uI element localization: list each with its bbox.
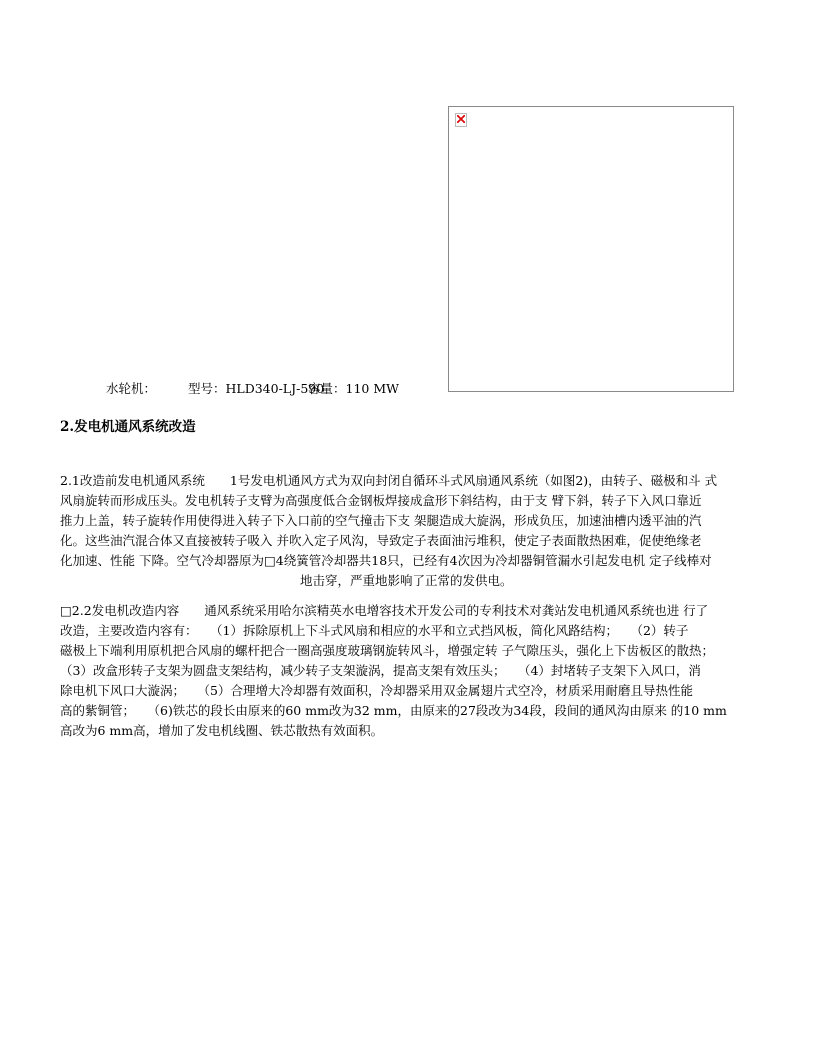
turbine-model: 型号：HLD340-LJ-590	[188, 381, 325, 396]
paragraph-line: 磁极上下端利用原机把合风扇的螺杆把合一圈高强度玻璃钢旋转风斗，增强定转 子气隙压头，强化上下齿板区的散热；	[60, 643, 714, 658]
paragraph-line: 2.1改造前发电机通风系统 1号发电机通风方式为双向封闭自循环斗式风扇通风系统（如图2)，由转子、磁极和斗 式	[60, 473, 718, 488]
turbine-spec-line	[106, 381, 448, 397]
paragraph-line: □2.2发电机改造内容 通风系统采用哈尔滨精英水电增容技术开发公司的专利技术对龚站发电机通风系统也进 行了	[60, 603, 709, 618]
paragraph-line: 化。这些油汽混合体又直接被转子吸入 并吹入定子风沟，导致定子表面油污堆积，使定子表面散热困难，促使绝缘老	[60, 533, 702, 548]
paragraph-before-retrofit	[60, 471, 780, 591]
paragraph-line: 地击穿，严重地影响了正常的发供电。	[300, 573, 513, 588]
paragraph-line: 高改为6 mm高，增加了发电机线圈、铁芯散热有效面积。	[60, 723, 384, 738]
paragraph-line: 除电机下风口大漩涡； （5）合理增大冷却器有效面积，冷却器采用双金属翅片式空冷，材质采用耐磨且导热性能	[60, 683, 693, 698]
paragraph-line: （3）改盒形转子支架为圆盘支架结构，减少转子支架漩涡，提高支架有效压头； （4）封堵转子支架下入风口，消	[60, 663, 701, 678]
paragraph-line: 化加速、性能 下降。空气冷却器原为□4绕簧管冷却器共18只，已经有4次因为冷却器铜管漏水引起发电机 定子线棒对	[60, 553, 712, 568]
broken-image-icon	[455, 113, 467, 127]
paragraph-line: 高的紫铜管； （6)铁芯的段长由原来的60 mm改为32 mm，由原来的27段改为34段，段间的通风沟由原来 的10 mm	[60, 703, 727, 718]
turbine-capacity: 容量：110 MW	[308, 381, 399, 396]
paragraph-line: 风扇旋转而形成压头。发电机转子支臂为高强度低合金钢板焊接成盒形下斜结构，由于支 臂下斜，转子下入风口靠近	[60, 493, 702, 508]
figure-image-placeholder	[448, 106, 734, 392]
section-heading: 2.发电机通风系统改造	[60, 419, 196, 435]
turbine-label: 水轮机：	[106, 381, 157, 396]
paragraph-retrofit-content	[60, 601, 780, 741]
paragraph-line: 改造，主要改造内容有： （1）拆除原机上下斗式风扇和相应的水平和立式挡风板，简化风路结构； （2）转子	[60, 623, 689, 638]
paragraph-line: 推力上盖，转子旋转作用使得进入转子下入口前的空气撞击下支 架腿造成大旋涡，形成负压，加速油槽内透平油的汽	[60, 513, 702, 528]
